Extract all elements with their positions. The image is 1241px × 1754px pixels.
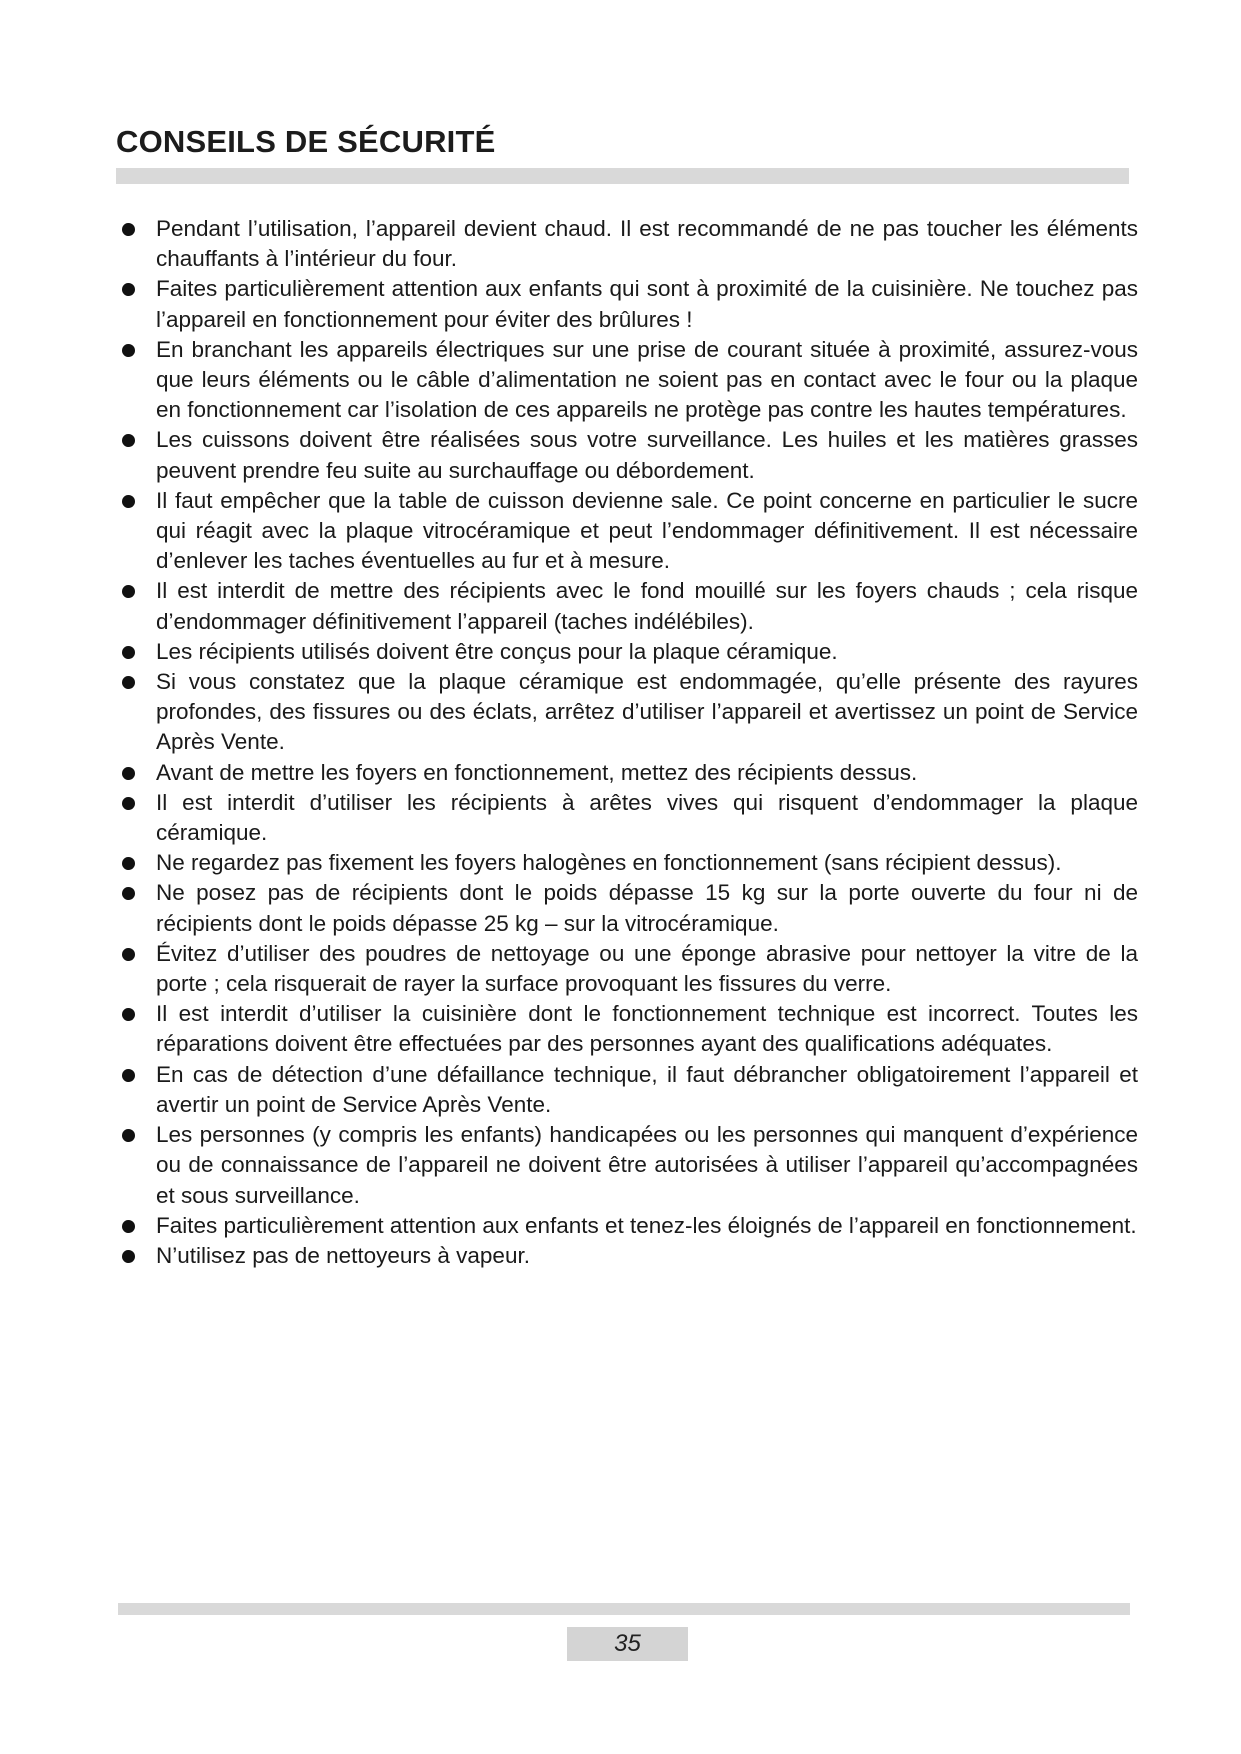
safety-tip [116, 1060, 1156, 1120]
safety-tip [116, 939, 1156, 999]
title-divider [116, 168, 1129, 184]
safety-tip-text: Les récipients utilisés doivent être conçus pour la plaque céramique. [156, 638, 838, 664]
safety-tip [116, 999, 1156, 1059]
page-number: 35 [567, 1627, 688, 1661]
safety-tip-text: Il est interdit d’utiliser les récipients à arêtes vives qui risquent d’endommager la plaque céramique. [156, 789, 1138, 846]
safety-tip [116, 576, 1156, 636]
safety-tip [116, 1120, 1156, 1211]
safety-tip [116, 335, 1156, 426]
safety-tip-text: Faites particulièrement attention aux enfants et tenez-les éloignés de l’appareil en fonctionnement. [156, 1212, 1137, 1238]
bullet-icon [122, 434, 135, 447]
safety-tip-text: Il est interdit d’utiliser la cuisinière dont le fonctionnement technique est incorrect. Toutes les réparations doivent être effectuées par des personnes ayant des qualifications adéquates. [156, 1001, 1138, 1057]
safety-tip-text: Ne posez pas de récipients dont le poids dépasse 15 kg sur la porte ouverte du four ni de récipients dont le poids dépasse 25 kg – sur la vitrocéramique. [156, 880, 1138, 936]
safety-tip [116, 637, 1156, 667]
bullet-icon [122, 495, 135, 508]
bullet-icon [122, 344, 135, 357]
safety-tip-text: Faites particulièrement attention aux enfants qui sont à proximité de la cuisinière. Ne touchez pas l’appareil en fonctionnement pour éviter des brûlures ! [156, 276, 1138, 332]
safety-tip [116, 788, 1156, 848]
bullet-icon [122, 646, 135, 659]
bullet-icon [122, 887, 135, 900]
safety-tip-text: Évitez d’utiliser des poudres de nettoyage ou une éponge abrasive pour nettoyer la vitre de la porte ; cela risquerait de rayer la surface provoquant les fissures du verre. [156, 940, 1138, 997]
safety-tip [116, 848, 1156, 878]
bullet-icon [122, 1250, 135, 1263]
safety-tip [116, 758, 1156, 788]
safety-tip-text: N’utilisez pas de nettoyeurs à vapeur. [156, 1242, 530, 1268]
safety-tip [116, 667, 1156, 758]
safety-tip-text: Pendant l’utilisation, l’appareil devient chaud. Il est recommandé de ne pas toucher les éléments chauffants à l’intérieur du four. [156, 216, 1138, 272]
safety-tip-text: Ne regardez pas fixement les foyers halogènes en fonctionnement (sans récipient dessus). [156, 850, 1062, 876]
page-title: CONSEILS DE SÉCURITÉ [116, 124, 496, 159]
safety-tip-text: Il est interdit de mettre des récipients avec le fond mouillé sur les foyers chauds ; cela risque d’endommager définitivement l’appareil (taches indélébiles). [156, 578, 1138, 634]
safety-tip [116, 274, 1156, 334]
safety-tip-text: Il faut empêcher que la table de cuisson devienne sale. Ce point concerne en particulier le sucre qui réagit avec la plaque vitrocéramique et peut l’endommager définitivement. Il est nécessaire d’enlever les taches éventuelles au fur et à mesure. [156, 487, 1138, 574]
safety-tip [116, 1241, 1156, 1271]
bullet-icon [122, 857, 135, 870]
safety-tip-text: En branchant les appareils électriques sur une prise de courant située à proximité, assurez-vous que leurs éléments ou le câble d’alimentation ne soient pas en contact avec le four ou la plaque en fonctionnement car l’isolation de ces appareils ne protège pas contre les hautes températures. [156, 336, 1138, 423]
bullet-icon [122, 1129, 135, 1142]
bullet-icon [122, 676, 135, 689]
safety-tip-text: Les cuissons doivent être réalisées sous votre surveillance. Les huiles et les matières grasses peuvent prendre feu suite au surchauffage ou débordement. [156, 427, 1138, 483]
bullet-icon [122, 767, 135, 780]
bullet-icon [122, 948, 135, 961]
bullet-icon [122, 797, 135, 810]
bullet-icon [122, 585, 135, 598]
footer-divider [118, 1603, 1130, 1615]
safety-tip [116, 486, 1156, 577]
safety-tip [116, 214, 1156, 274]
safety-tips-list [116, 214, 1156, 1271]
safety-tip-text: Avant de mettre les foyers en fonctionnement, mettez des récipients dessus. [156, 759, 918, 785]
safety-tip-text: En cas de détection d’une défaillance technique, il faut débrancher obligatoirement l’appareil et avertir un point de Service Après Vente. [156, 1061, 1138, 1117]
safety-tip [116, 425, 1156, 485]
safety-tip [116, 878, 1156, 938]
bullet-icon [122, 223, 135, 236]
safety-tip [116, 1211, 1156, 1241]
bullet-icon [122, 1220, 135, 1233]
safety-tip-text: Les personnes (y compris les enfants) handicapées ou les personnes qui manquent d’expérience ou de connaissance de l’appareil ne doivent être autorisées à utiliser l’appareil qu’accompagnées et sous surveillance. [156, 1122, 1138, 1208]
bullet-icon [122, 1008, 135, 1021]
safety-tip-text: Si vous constatez que la plaque céramique est endommagée, qu’elle présente des rayures profondes, des fissures ou des éclats, arrêtez d’utiliser l’appareil et avertissez un point de Service Après Vente. [156, 669, 1138, 755]
bullet-icon [122, 1069, 135, 1082]
bullet-icon [122, 283, 135, 296]
